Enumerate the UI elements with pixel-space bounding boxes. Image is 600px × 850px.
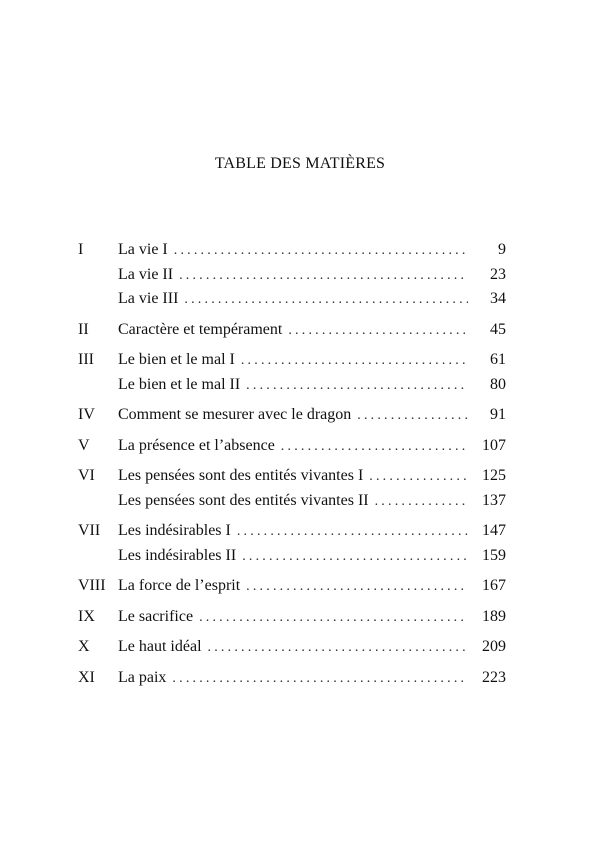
toc-entry bbox=[78, 240, 506, 265]
toc-entry bbox=[78, 320, 506, 345]
chapter-title: La vie II bbox=[118, 265, 174, 283]
page-number: 91 bbox=[490, 406, 506, 423]
chapter-number: X bbox=[78, 638, 90, 655]
dot-leader bbox=[174, 241, 468, 261]
page-number: 147 bbox=[482, 522, 506, 539]
toc-entry bbox=[78, 405, 506, 430]
chapter-number: I bbox=[78, 241, 84, 258]
page-number: 137 bbox=[482, 491, 506, 509]
dot-leader bbox=[241, 351, 468, 371]
toc-entry bbox=[78, 491, 506, 516]
chapter-number: VI bbox=[78, 467, 95, 484]
page-number: 45 bbox=[490, 320, 506, 338]
chapter-title: Le bien et le mal I bbox=[118, 351, 235, 368]
chapter-number: XI bbox=[78, 668, 95, 686]
toc-entry bbox=[78, 607, 506, 632]
chapter-title: La paix bbox=[118, 668, 167, 686]
page-number: 80 bbox=[490, 375, 506, 393]
dot-leader bbox=[281, 437, 468, 457]
chapter-title: La présence et l’absence bbox=[118, 436, 275, 454]
chapter-title: Les indésirables II bbox=[118, 546, 237, 564]
page-number: 34 bbox=[490, 290, 506, 307]
dot-leader bbox=[375, 492, 468, 512]
dot-leader bbox=[357, 406, 468, 426]
toc-entry bbox=[78, 521, 506, 546]
toc-entry bbox=[78, 265, 506, 290]
dot-leader bbox=[179, 266, 468, 286]
page-number: 189 bbox=[482, 607, 506, 625]
toc-entry bbox=[78, 466, 506, 491]
chapter-number: II bbox=[78, 320, 89, 338]
page-number: 167 bbox=[482, 577, 506, 594]
chapter-title: Le bien et le mal II bbox=[118, 375, 241, 393]
chapter-number: VIII bbox=[78, 577, 106, 594]
page-number: 9 bbox=[498, 241, 506, 258]
page-title: TABLE DES MATIÈRES bbox=[214, 155, 386, 172]
chapter-title: Les pensées sont des entités vivantes II bbox=[118, 491, 369, 509]
dot-leader bbox=[172, 669, 468, 689]
toc-entry bbox=[78, 668, 506, 693]
chapter-number: VII bbox=[78, 522, 101, 539]
toc-entry bbox=[78, 289, 506, 314]
page-number: 223 bbox=[482, 668, 506, 686]
chapter-title: La vie I bbox=[118, 241, 168, 258]
page-number: 107 bbox=[482, 436, 506, 454]
toc-entry bbox=[78, 375, 506, 400]
chapter-number: III bbox=[78, 351, 94, 368]
chapter-title: Le sacrifice bbox=[118, 607, 194, 625]
toc-entry bbox=[78, 637, 506, 662]
toc-entry bbox=[78, 546, 506, 571]
chapter-number: IX bbox=[78, 607, 95, 625]
chapter-title: La vie III bbox=[118, 290, 179, 307]
chapter-title: Comment se mesurer avec le dragon bbox=[118, 406, 352, 423]
dot-leader bbox=[208, 638, 468, 658]
table-of-contents bbox=[78, 240, 506, 692]
chapter-title: La force de l’esprit bbox=[118, 577, 241, 594]
chapter-title: Caractère et tempérament bbox=[118, 320, 283, 338]
page-number: 125 bbox=[482, 467, 506, 484]
dot-leader bbox=[246, 577, 468, 597]
dot-leader bbox=[369, 467, 468, 487]
dot-leader bbox=[246, 376, 468, 396]
page-number: 23 bbox=[490, 265, 506, 283]
toc-entry bbox=[78, 576, 506, 601]
dot-leader bbox=[288, 321, 468, 341]
dot-leader bbox=[242, 547, 468, 567]
chapter-title: Les pensées sont des entités vivantes I bbox=[118, 467, 364, 484]
toc-entry bbox=[78, 350, 506, 375]
chapter-number: V bbox=[78, 436, 90, 454]
dot-leader bbox=[237, 522, 468, 542]
dot-leader bbox=[199, 608, 468, 628]
chapter-title: Le haut idéal bbox=[118, 638, 202, 655]
dot-leader bbox=[184, 290, 468, 310]
page-number: 159 bbox=[482, 546, 506, 564]
chapter-number: IV bbox=[78, 406, 95, 423]
chapter-title: Les indésirables I bbox=[118, 522, 231, 539]
page-number: 61 bbox=[490, 351, 506, 368]
toc-entry bbox=[78, 436, 506, 461]
page-number: 209 bbox=[482, 638, 506, 655]
